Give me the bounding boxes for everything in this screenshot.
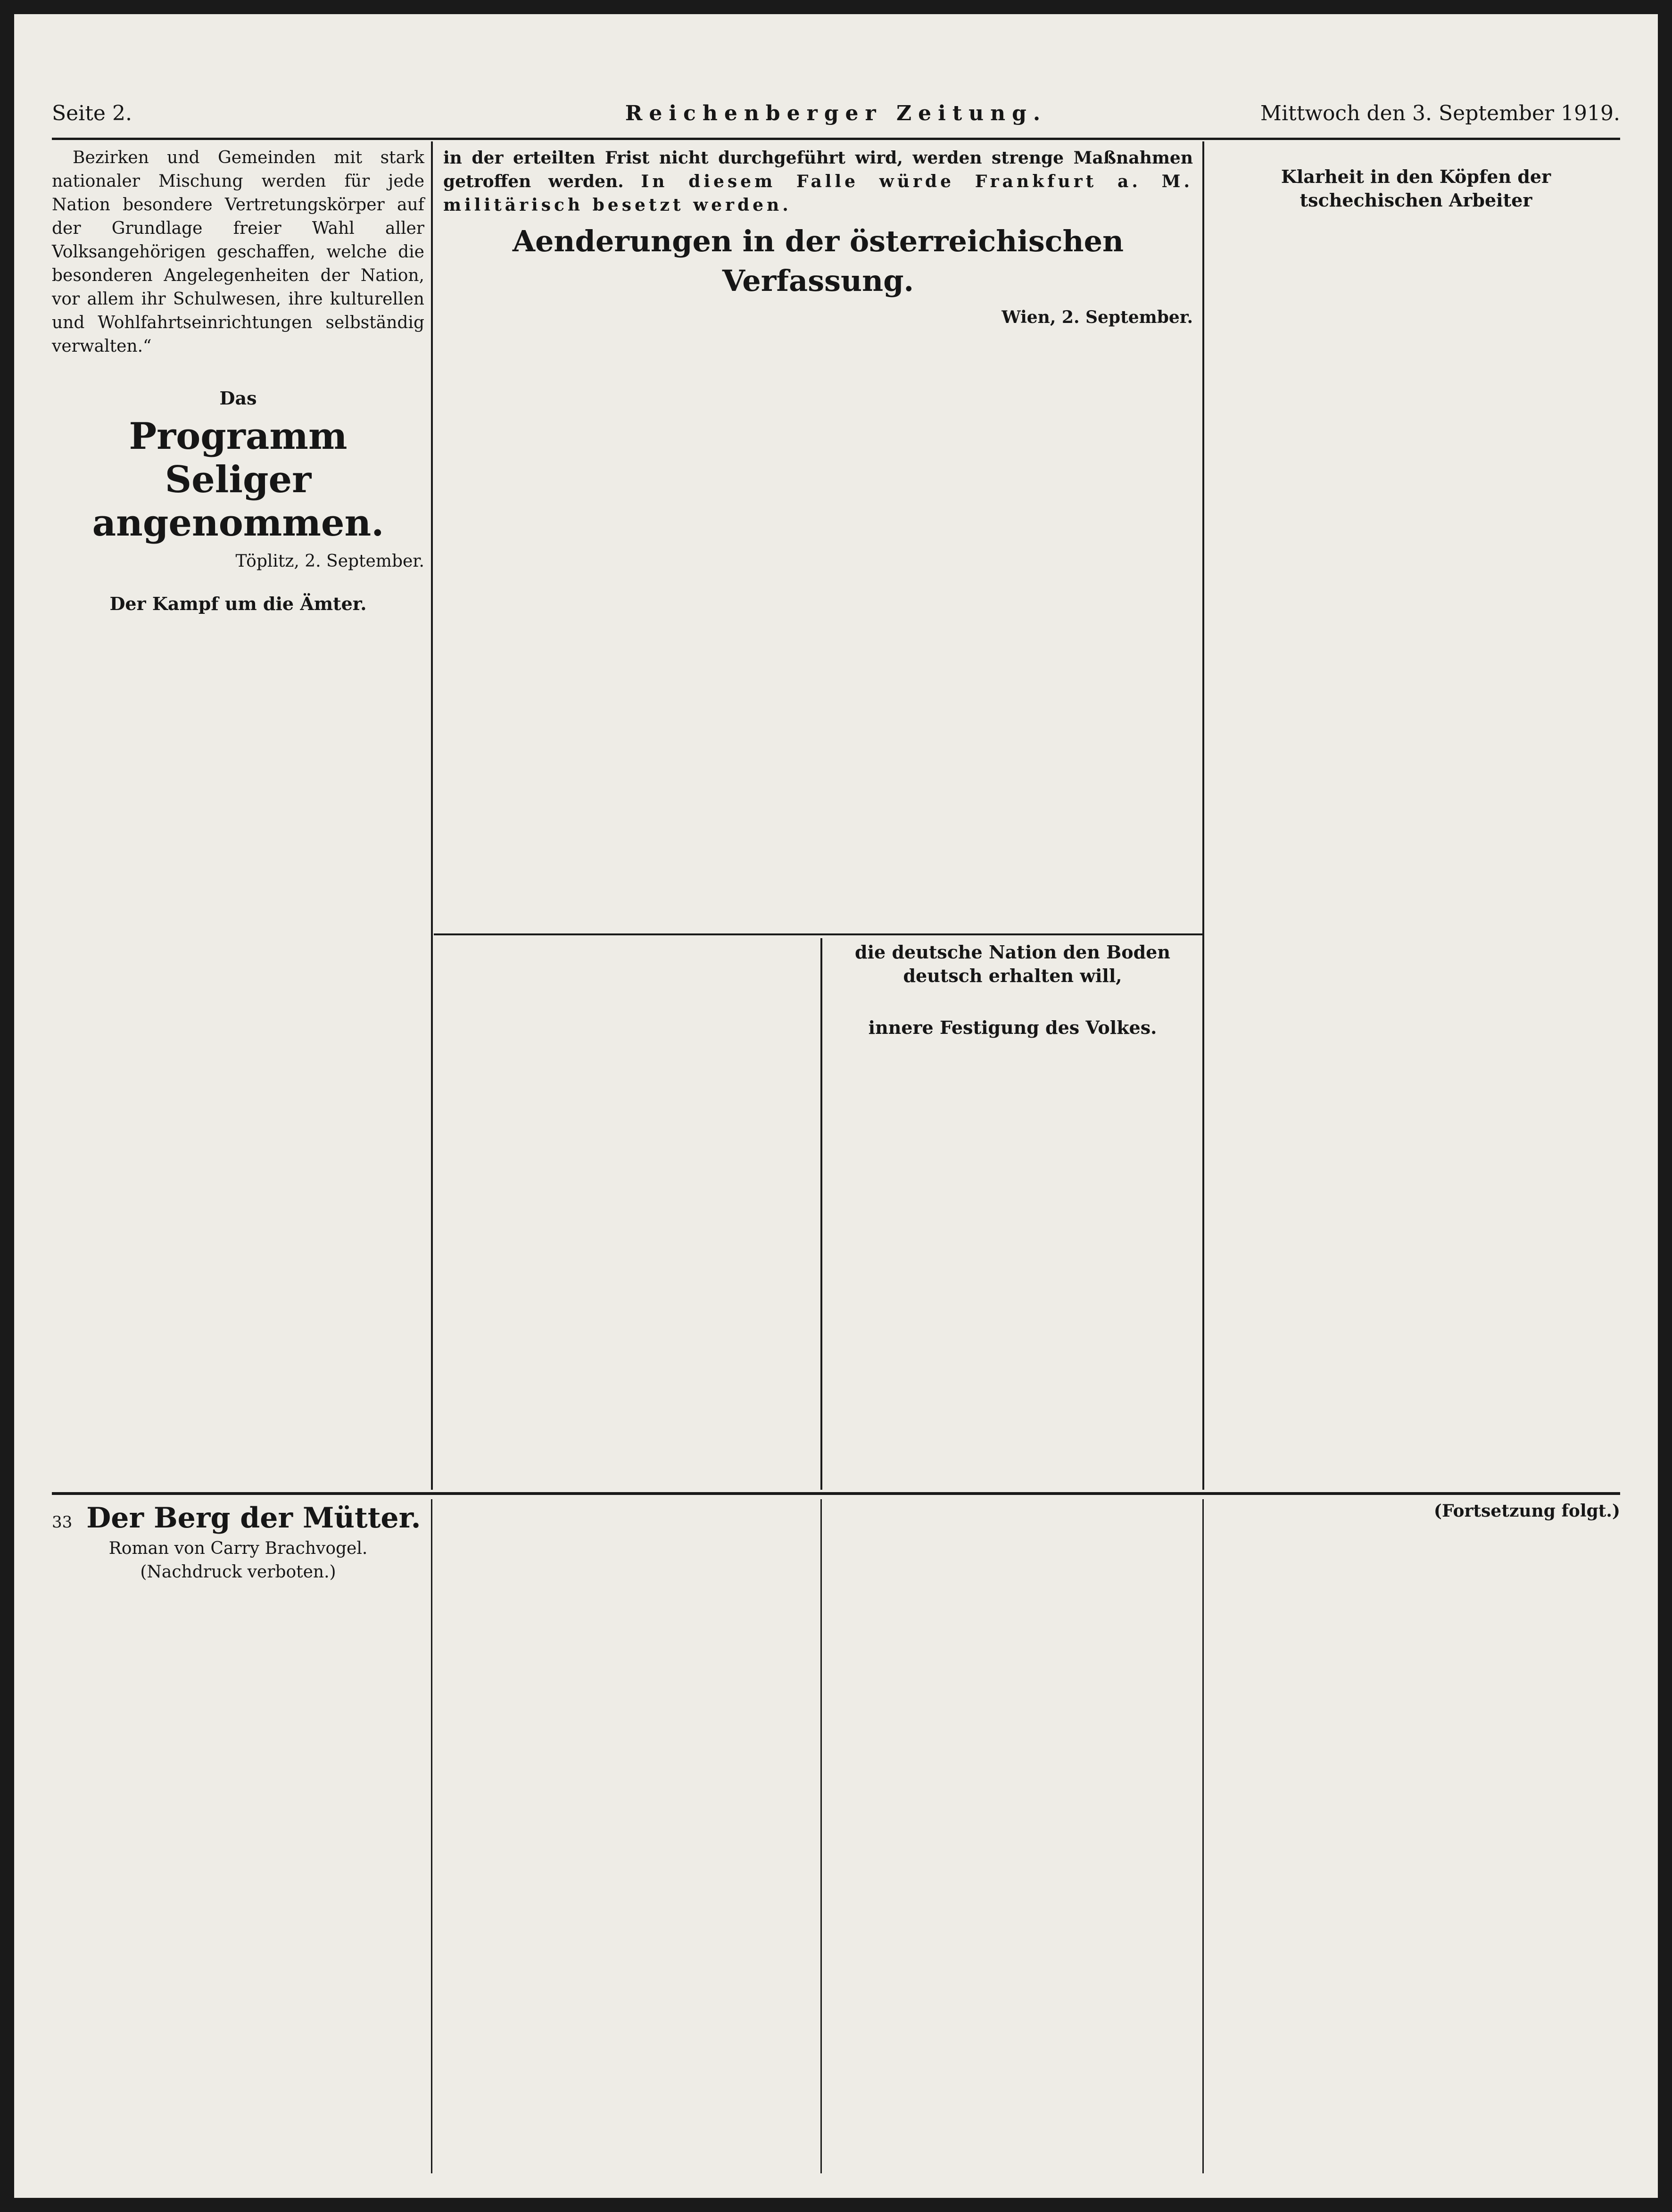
feuilleton-column-4: [1212, 1499, 1620, 2173]
article-headline: Aenderungen in der österreichischen Verfassung.: [512, 224, 1124, 298]
section-subhead: Klarheit in den Köpfen der tschechischen Arbeiter: [1281, 166, 1551, 211]
article-dateline: Töplitz, 2. September.: [235, 552, 424, 571]
page-header: [52, 92, 1620, 134]
column-rule-2: [1202, 141, 1204, 1490]
column-rule-1: [431, 141, 433, 1490]
mid-paragraph: in der erteilten Frist nicht durchgeführt wird, werden strenge Maßnahmen getroffen werden. In diesem Falle würde Frankfurt a. M. militärisch besetzt werden.: [443, 148, 1193, 215]
feuilleton-column-3: [830, 1499, 1195, 2173]
newspaper-title: Reichenberger Zeitung.: [625, 101, 1047, 125]
feuilleton-header: [52, 1499, 424, 1537]
feuilleton-col-rule-1: [431, 1499, 432, 2173]
article-dateline: Wien, 2. September.: [1002, 307, 1193, 327]
feuilleton-rule: [52, 1492, 1620, 1495]
middle-bottom-left-column: [443, 941, 813, 1490]
middle-bottom-right-column: [830, 941, 1195, 1490]
issue-date: Mittwoch den 3. September 1919.: [1260, 101, 1620, 125]
feuilleton-column-1: [52, 1499, 424, 2173]
feuilleton-col-rule-2: [820, 1499, 822, 2173]
left-paragraph: Bezirken und Gemeinden mit stark nationaler Mischung werden für jede Nation besondere Vertretungskörper auf der Grundlage freier Wahl aller Volksangehörigen geschaffen, welche die besonderen Angelegenheiten der Nation, vor allem ihr Schulwesen, ihre kulturellen und Wohlfahrtseinrichtungen selbständig verwalten.“: [52, 148, 424, 356]
article-subhead: Der Kampf um die Ämter.: [109, 593, 367, 614]
feuilleton-number: 33: [52, 1513, 73, 1532]
feuilleton-col-rule-3: [1202, 1499, 1204, 2173]
page-number: Seite 2.: [52, 101, 132, 125]
left-column: [52, 146, 424, 1490]
feuilleton-note: (Nachdruck verboten.): [140, 1562, 336, 1582]
mid-article-rule: [434, 933, 1202, 935]
section-subhead-2: innere Festigung des Volkes.: [868, 1017, 1157, 1038]
feuilleton-author: Roman von Carry Brachvogel.: [108, 1539, 368, 1558]
right-column: [1212, 146, 1620, 1490]
feuilleton-title: Der Berg der Mütter.: [86, 1502, 421, 1535]
newspaper-page: [14, 14, 1658, 2198]
middle-top-article: [443, 146, 1193, 929]
feuilleton-continued: (Fortsetzung folgt.): [1433, 1501, 1620, 1521]
article-headline: Programm Seliger angenommen.: [92, 415, 384, 545]
column-rule-3: [820, 938, 822, 1490]
article-kicker: Das: [219, 388, 257, 409]
feuilleton-column-2: [439, 1499, 813, 2173]
section-subhead: die deutsche Nation den Boden deutsch erhalten will,: [855, 941, 1170, 986]
header-rule: [52, 138, 1620, 140]
